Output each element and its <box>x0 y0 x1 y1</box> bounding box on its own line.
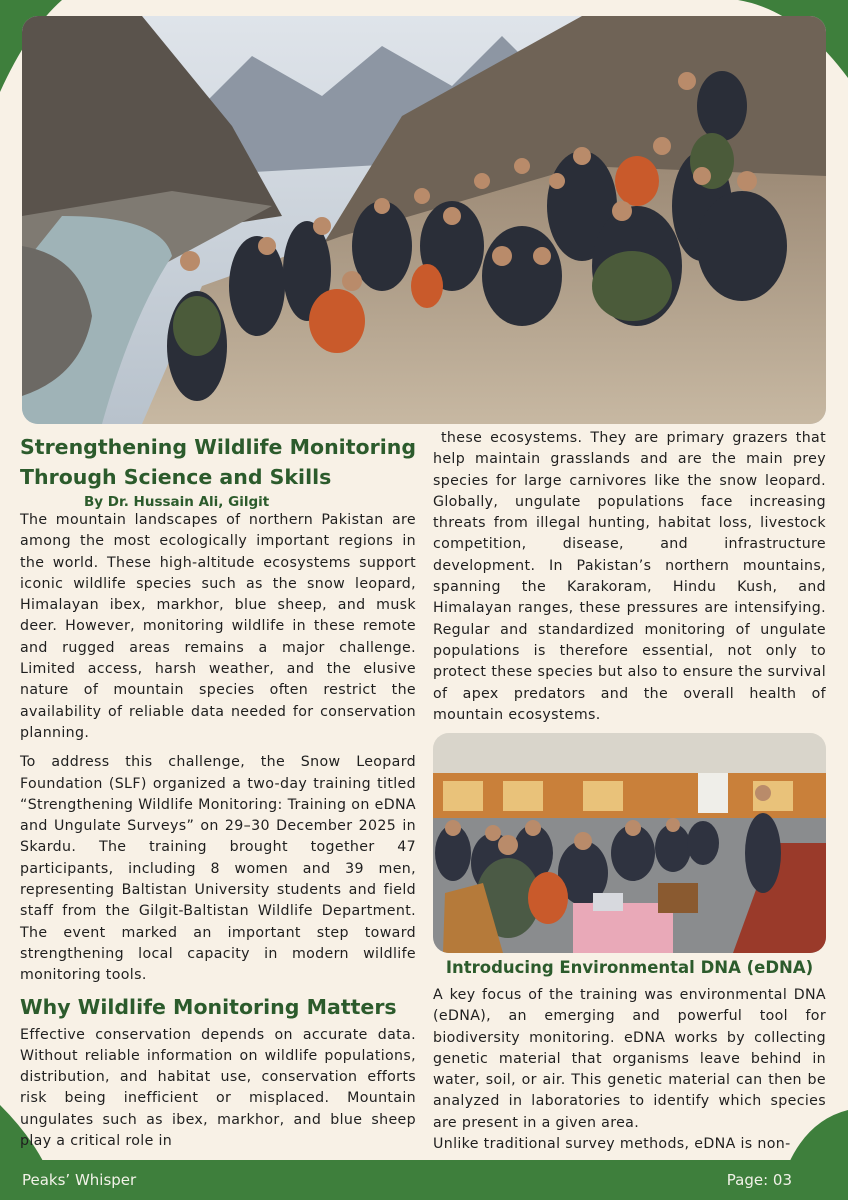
monitoring-paragraph-start: Effective conservation depends on accurate data. Without reliable information on wildlife populations, distribution, and habitat use, conservation efforts risk being inefficient or misplaced. Mountain ungulates such as ibex, markhor, and blue sheep play a critical role in <box>20 1026 416 1150</box>
publication-name: Peaks’ Whisper <box>22 1171 137 1189</box>
page-number: Page: 03 <box>726 1171 792 1189</box>
section-heading-why-monitoring: Why Wildlife Monitoring Matters <box>20 994 397 1019</box>
monitoring-paragraph-continued: these ecosystems. They are primary grazers that help maintain grasslands and are the main prey species for large carnivores like the snow leopard. Globally, ungulate populations face increasing threats from illegal hunting, habitat loss, livestock competition, disease, and infrastructure development. In Pakistan’s northern mountains, spanning the Karakoram, Hindu Kush, and Himalayan ranges, these pressures are intensifying. Regular and standardized monitoring of ungulate populations is therefore essential, not only to protect these species but also to ensure the survival of apex predators and the overall health of mountain ecosystems. <box>433 430 826 723</box>
group-photo-mountains <box>22 16 826 424</box>
page-footer <box>0 1160 848 1200</box>
edna-paragraph: A key focus of the training was environmental DNA (eDNA), an emerging and powerful tool for biodiversity monitoring. eDNA works by collecting genetic material that organisms leave behind in water, soil, or air. This genetic material can then be analyzed in laboratories to identify which species are present in a given area. <box>433 987 826 1131</box>
article-title: Strengthening Wildlife Monitoring Through Science and Skills <box>20 435 416 489</box>
intro-paragraph: The mountain landscapes of northern Pakistan are among the most ecologically important regions in the world. These high-altitude ecosystems support iconic wildlife species such as the snow leopard, Himalayan ibex, markhor, blue sheep, and musk deer. However, monitoring wildlife in these remote and rugged areas remains a major challenge. Limited access, harsh weather, and the elusive nature of mountain species often restrict the availability of reliable data needed for conservation planning. <box>20 512 416 741</box>
training-paragraph: To address this challenge, the Snow Leopard Foundation (SLF) organized a two-day training titled “Strengthening Wildlife Monitoring: Training on eDNA and Ungulate Surveys” on 29–30 December 2025 in Skardu. The training brought together 47 participants, including 8 women and 39 men, representing Baltistan University students and field staff from the Gilgit-Baltistan Wildlife Department. The event marked an important step toward strengthening local capacity in modern wildlife monitoring tools. <box>20 754 416 984</box>
training-room-photo <box>433 733 826 953</box>
left-column <box>20 432 416 1152</box>
section-heading-edna: Introducing Environmental DNA (eDNA) <box>445 958 814 977</box>
byline: By Dr. Hussain Ali, Gilgit <box>84 494 270 510</box>
edna-paragraph-continued: Unlike traditional survey methods, eDNA is non- <box>433 1136 791 1153</box>
right-column-lower <box>433 958 826 1155</box>
right-column <box>433 428 826 726</box>
